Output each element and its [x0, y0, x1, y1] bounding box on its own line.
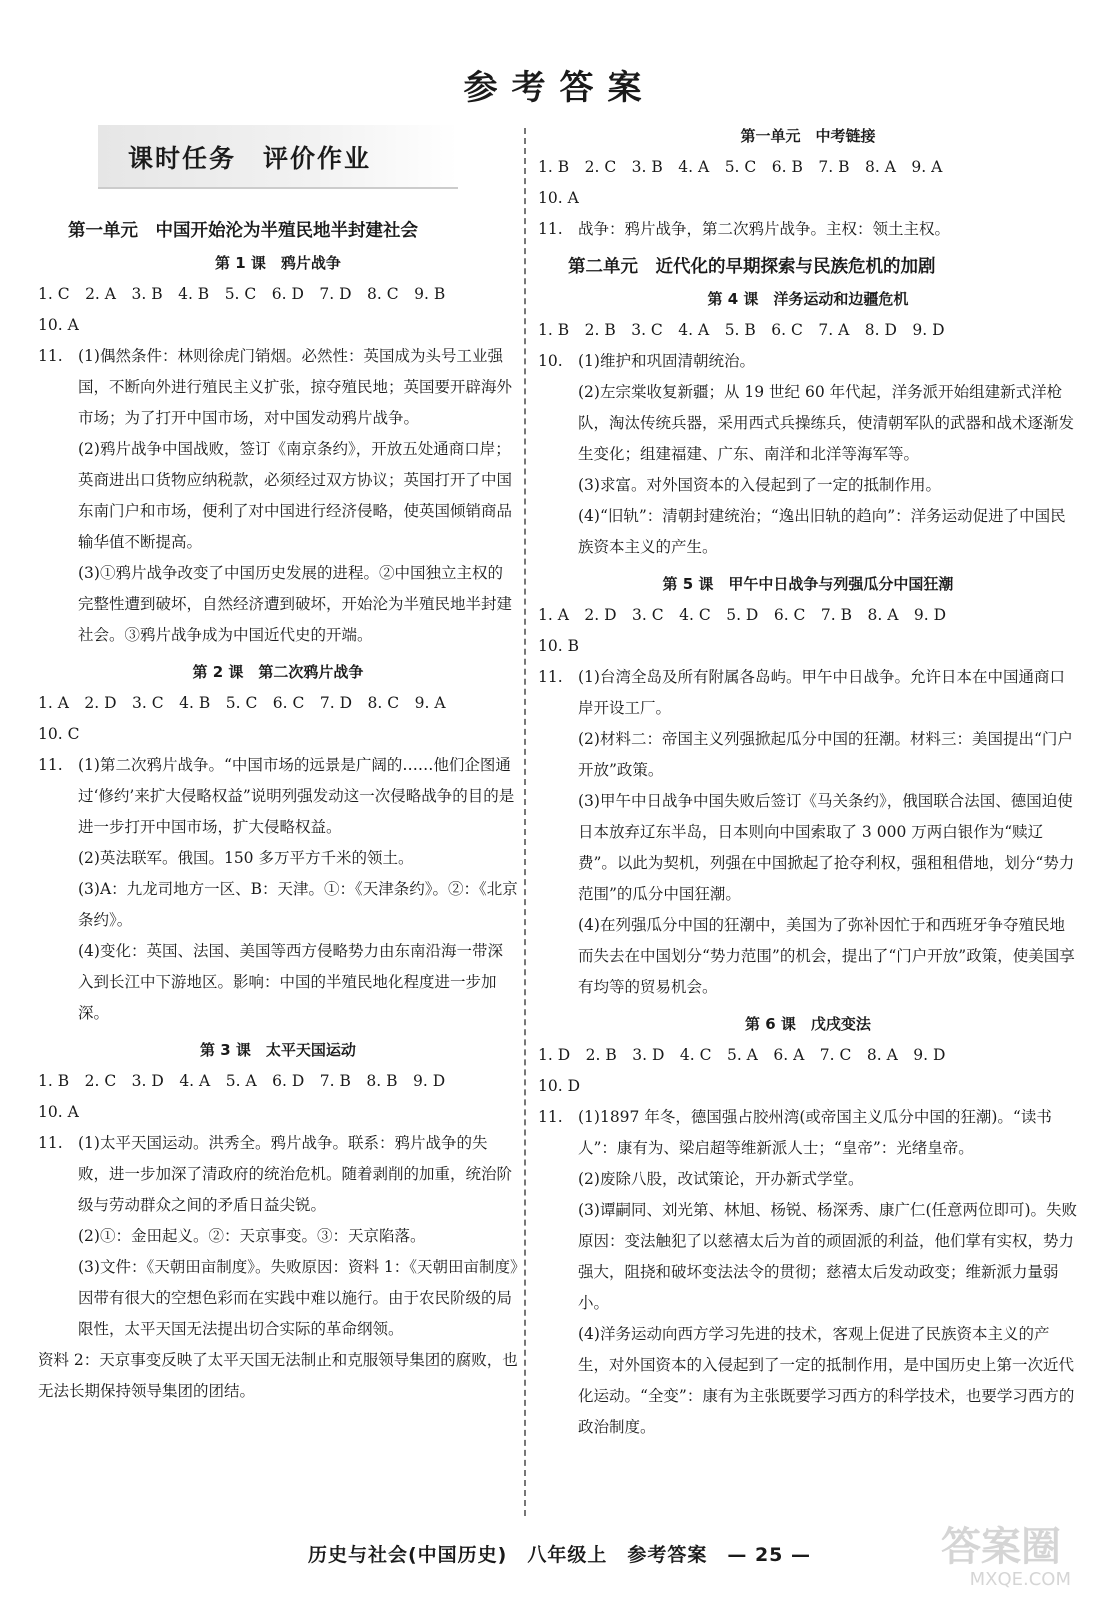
- lesson-title: 第 5 课 甲午中日战争与列强瓜分中国狂潮: [662, 575, 954, 593]
- answer-11: [38, 750, 518, 1029]
- page-title: 参考答案: [463, 68, 656, 108]
- answer-part: (3)文件：《天朝田亩制度》。失败原因：资料 1：《天朝田亩制度》因带有很大的空想色彩而在实践中难以施行。由于农民阶级的局限性，太平天国无法提出切合实际的革命纲领。: [78, 1258, 518, 1338]
- column-divider: [524, 128, 526, 1516]
- question-number: 10.: [538, 352, 563, 370]
- unit-title: 第二单元 近代化的早期探索与民族危机的加剧: [568, 257, 936, 277]
- answer-part: (4)变化：英国、法国、美国等西方侵略势力由东南沿海一带深入到长江中下游地区。影响：中国的半殖民地化程度进一步加深。: [78, 942, 503, 1022]
- answer-10: 10. B: [538, 637, 579, 655]
- lesson-title: 第 1 课 鸦片战争: [215, 254, 341, 272]
- answer-10: 10. D: [538, 1077, 581, 1095]
- answer-part: (2)材料二：帝国主义列强掀起瓜分中国的狂潮。材料三：美国提出“门户开放”政策。: [578, 730, 1073, 779]
- section-banner: [98, 125, 458, 189]
- mc-answers: 1. B 2. C 3. D 4. A 5. A 6. D 7. B 8. B 9. D: [38, 1072, 446, 1090]
- watermark-url: MXQE.COM: [969, 1569, 1071, 1590]
- answer-11: [538, 662, 1078, 1003]
- answer-part: (3)A：九龙司地方一区、B：天津。①：《天津条约》。②：《北京条约》。: [78, 880, 518, 929]
- mc-answers: 1. B 2. B 3. C 4. A 5. B 6. C 7. A 8. D 9. D: [538, 321, 945, 339]
- left-column: [38, 125, 518, 1407]
- answer-10: 10. A: [38, 1103, 79, 1121]
- question-number: 11.: [538, 668, 563, 686]
- mc-answers: 1. D 2. B 3. D 4. C 5. A 6. A 7. C 8. A 9. D: [538, 1046, 946, 1064]
- answer-part: 战争：鸦片战争，第二次鸦片战争。主权：领土主权。: [578, 220, 951, 238]
- answer-part: (2)左宗棠收复新疆；从 19 世纪 60 年代起，洋务派开始组建新式洋枪队，淘汰传统兵器，采用西式兵操练兵，使清朝军队的武器和战术逐渐发生变化；组建福建、广东、南洋和北洋等海军等。: [578, 383, 1075, 463]
- lesson-title: 第 6 课 戊戌变法: [745, 1015, 871, 1033]
- answer-part: (3)谭嗣同、刘光第、林旭、杨锐、杨深秀、康广仁(任意两位即可)。失败原因：变法触犯了以慈禧太后为首的顽固派的利益，他们掌有实权，势力强大，阻挠和破坏变法法令的贯彻；慈禧太后发动政变；维新派力量弱小。: [578, 1201, 1078, 1312]
- question-number: 11.: [538, 1108, 563, 1126]
- answer-part: (1)维护和巩固清朝统治。: [578, 352, 755, 370]
- unit-title: 第一单元 中国开始沦为半殖民地半封建社会: [68, 221, 418, 241]
- answer-part: (3)求富。对外国资本的入侵起到了一定的抵制作用。: [578, 476, 941, 494]
- mc-answers: 1. A 2. D 3. C 4. B 5. C 6. C 7. D 8. C 9. A: [38, 694, 446, 712]
- question-number: 11.: [38, 347, 63, 365]
- answer-part: (1)台湾全岛及所有附属各岛屿。甲午中日战争。允许日本在中国通商口岸开设工厂。: [578, 668, 1065, 717]
- page-footer: 历史与社会(中国历史) 八年级上 参考答案 — 25 —: [307, 1544, 812, 1566]
- answer-11: [38, 1128, 518, 1345]
- lesson-title: 第一单元 中考链接: [740, 127, 876, 145]
- answer-part: (4)“旧轨”：清朝封建统治；“逸出旧轨的趋向”：洋务运动促进了中国民族资本主义的产生。: [578, 507, 1066, 556]
- answer-part: (1)偶然条件：林则徐虎门销烟。必然性：英国成为头号工业强国，不断向外进行殖民主义扩张，掠夺殖民地；英国要开辟海外市场；为了打开中国市场，对中国发动鸦片战争。: [78, 347, 513, 427]
- mc-answers: 1. B 2. C 3. B 4. A 5. C 6. B 7. B 8. A 9. A: [538, 158, 943, 176]
- answer-part: (3)甲午中日战争中国失败后签订《马关条约》，俄国联合法国、德国迫使日本放弃辽东半岛，日本则向中国索取了 3 000 万两白银作为“赎辽费”。以此为契机，列强在中国掀起了抢夺利权，强租租借地，划分“势力范围”的瓜分中国狂潮。: [578, 792, 1075, 903]
- answer-part: (4)在列强瓜分中国的狂潮中，美国为了弥补因忙于和西班牙争夺殖民地而失去在中国划分“势力范围”的机会，提出了“门户开放”政策，使美国享有均等的贸易机会。: [578, 916, 1075, 996]
- banner-text: 课时任务 评价作业: [128, 144, 372, 173]
- answer-10: 10. A: [538, 189, 579, 207]
- answer-part: (1)太平天国运动。洪秀全。鸦片战争。联系：鸦片战争的失败，进一步加深了清政府的统治危机。随着剥削的加重，统治阶级与劳动群众之间的矛盾日益尖锐。: [78, 1134, 513, 1214]
- answer-part: 资料 2：天京事变反映了太平天国无法制止和克服领导集团的腐败，也无法长期保持领导集团的团结。: [38, 1351, 518, 1400]
- answer-part: (2)①：金田起义。②：天京事变。③：天京陷落。: [78, 1227, 426, 1245]
- watermark-brand: 答案圈: [941, 1524, 1061, 1570]
- answer-part: (1)1897 年冬，德国强占胶州湾(或帝国主义瓜分中国的狂潮)。“读书人”：康有为、梁启超等维新派人士；“皇帝”：光绪皇帝。: [578, 1108, 1052, 1157]
- answer-11: [538, 214, 1078, 245]
- answer-part: (4)洋务运动向西方学习先进的技术，客观上促进了民族资本主义的产生，对外国资本的入侵起到了一定的抵制作用，是中国历史上第一次近代化运动。“全变”：康有为主张既要学习西方的科学技术，也要学习西方的政治制度。: [578, 1325, 1075, 1436]
- answer-10: 10. C: [38, 725, 80, 743]
- question-number: 11.: [38, 756, 63, 774]
- answer-part: (2)英法联军。俄国。150 多万平方千米的领土。: [78, 849, 414, 867]
- lesson-title: 第 4 课 洋务运动和边疆危机: [707, 290, 909, 308]
- answer-part: (3)①鸦片战争改变了中国历史发展的进程。②中国独立主权的完整性遭到破坏，自然经济遭到破坏，开始沦为半殖民地半封建社会。③鸦片战争成为中国近代史的开端。: [78, 564, 513, 644]
- answer-part: (2)鸦片战争中国战败，签订《南京条约》，开放五处通商口岸；英商进出口货物应纳税款，必须经过双方协议；英国打开了中国东南门户和市场，便利了对中国进行经济侵略，使英国倾销商品输华值不断提高。: [78, 440, 513, 551]
- answer-10: [538, 346, 1078, 563]
- answer-10: 10. A: [38, 316, 79, 334]
- mc-answers: 1. A 2. D 3. C 4. C 5. D 6. C 7. B 8. A 9. D: [538, 606, 947, 624]
- answer-part: (2)废除八股，改试策论，开办新式学堂。: [578, 1170, 864, 1188]
- lesson-title: 第 2 课 第二次鸦片战争: [192, 663, 364, 681]
- answer-11: [538, 1102, 1078, 1443]
- watermark-logo: [911, 1515, 1081, 1590]
- question-number: 11.: [38, 1134, 63, 1152]
- right-column: [538, 125, 1078, 1443]
- answer-part: (1)第二次鸦片战争。“中国市场的远景是广阔的……他们企图通过‘修约’来扩大侵略权益”说明列强发动这一次侵略战争的目的是进一步打开中国市场，扩大侵略权益。: [78, 756, 515, 836]
- question-number: 11.: [538, 220, 563, 238]
- mc-answers: 1. C 2. A 3. B 4. B 5. C 6. D 7. D 8. C 9. B: [38, 285, 446, 303]
- lesson-title: 第 3 课 太平天国运动: [200, 1041, 356, 1059]
- answer-11: [38, 341, 518, 651]
